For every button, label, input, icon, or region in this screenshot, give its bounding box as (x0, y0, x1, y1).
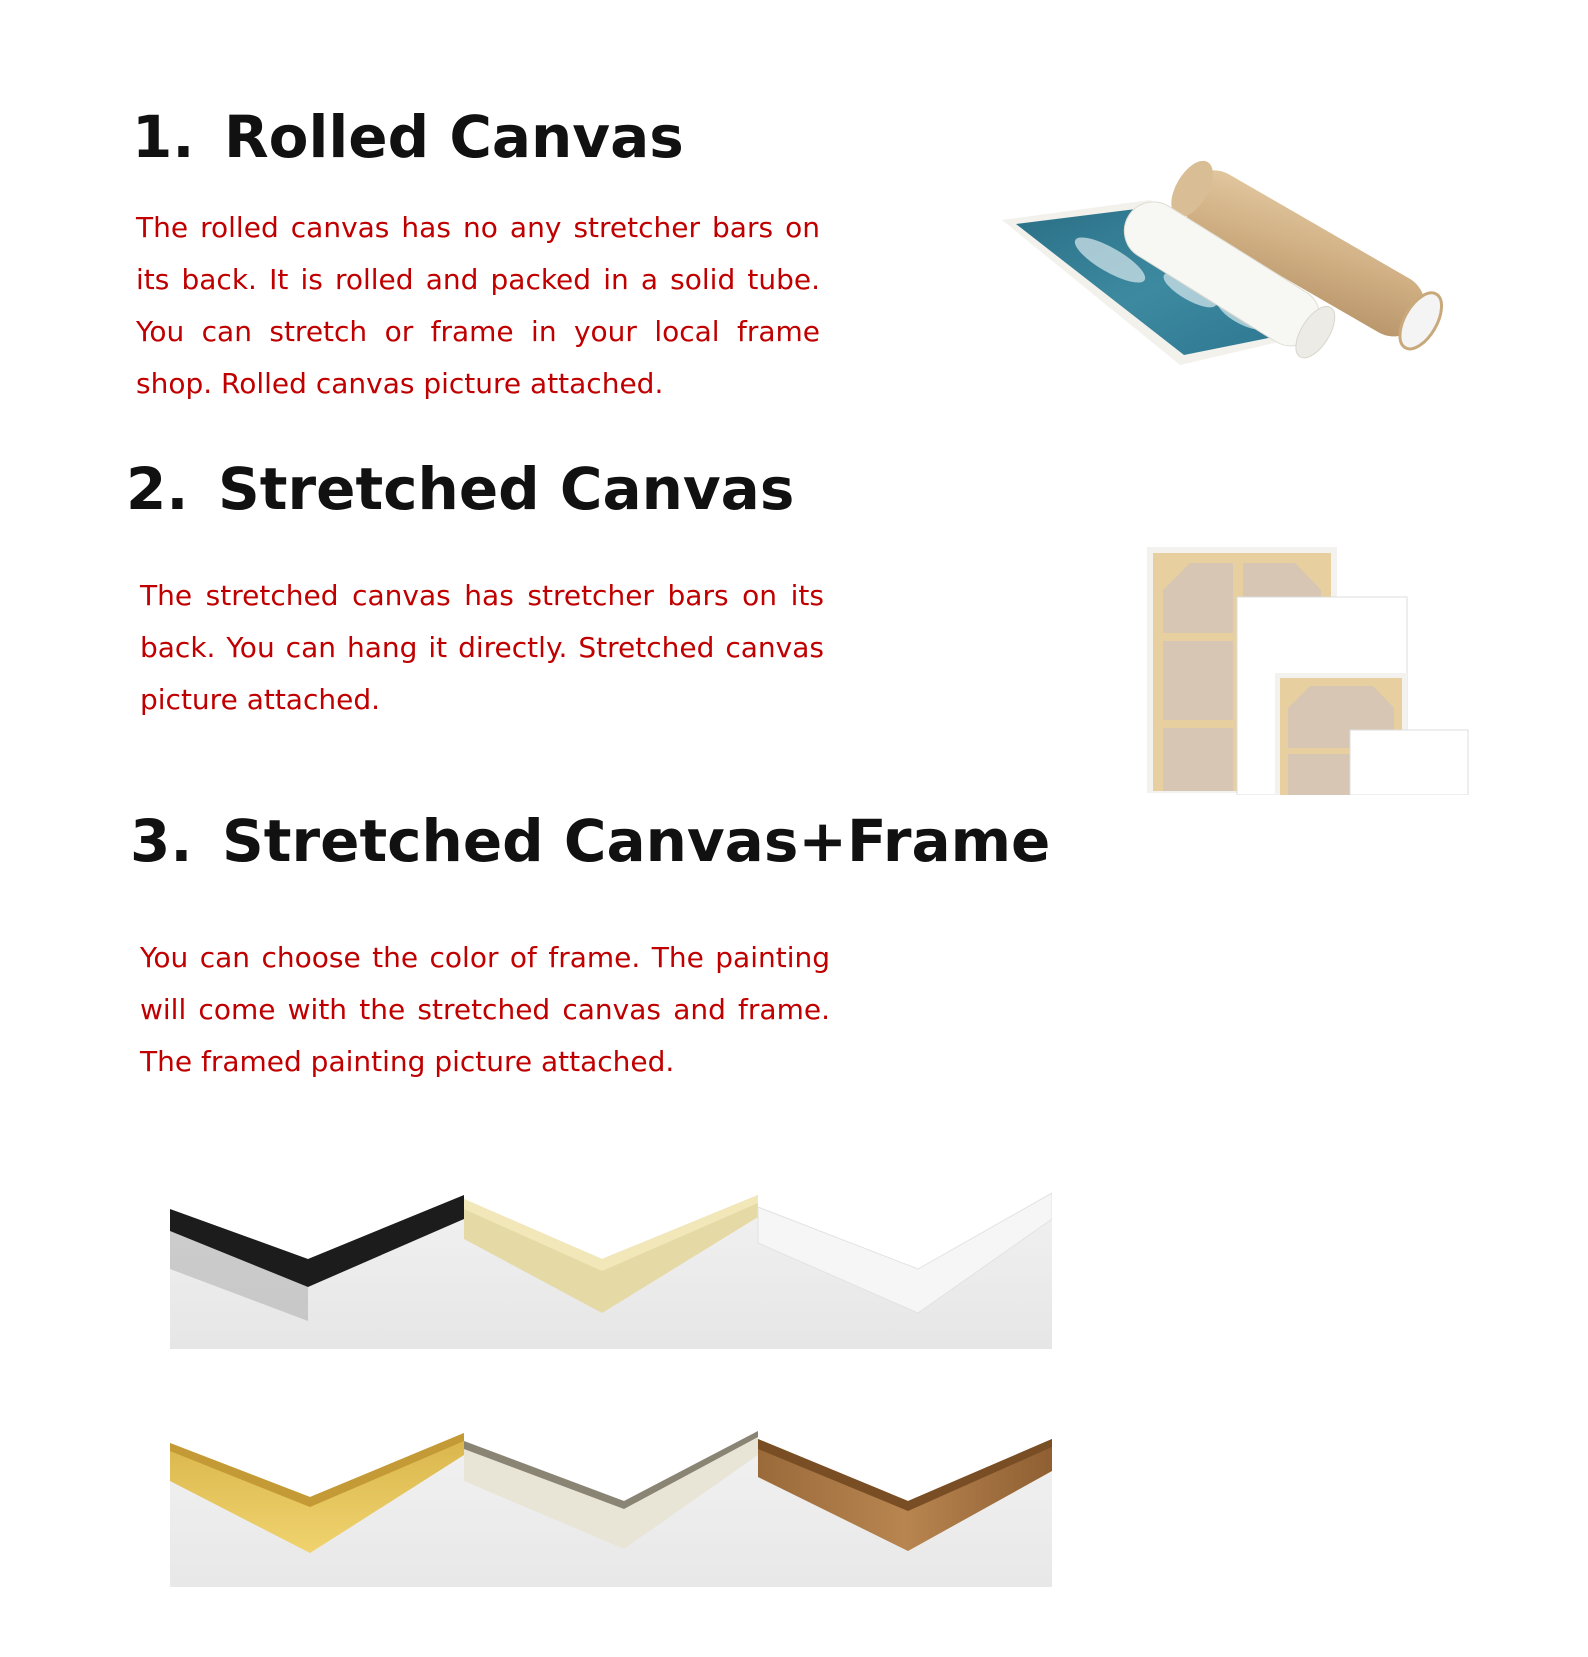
frame-samples-row-1 (170, 1183, 1052, 1349)
section-3-number: 3. (130, 807, 193, 875)
black-frame-sample (170, 1183, 464, 1349)
section-1-heading (132, 103, 684, 171)
section-3-description: You can choose the color of frame. The painting will come with the stretched canvas and frame. The framed painting picture attached. (140, 941, 830, 1078)
rolled-canvas-image (1000, 140, 1470, 400)
stretched-canvas-image (1145, 545, 1470, 795)
section-3-heading (130, 807, 1051, 875)
frame-samples-row-2 (170, 1421, 1052, 1587)
section-2-heading (126, 455, 795, 523)
section-2-number: 2. (126, 455, 189, 523)
section-2-title: Stretched Canvas (218, 455, 795, 523)
section-1-title: Rolled Canvas (224, 103, 684, 171)
section-1-number: 1. (132, 103, 195, 171)
section-1-description: The rolled canvas has no any stretcher bars on its back. It is rolled and packed in a solid tube. You can stretch or frame in your local frame shop. Rolled canvas picture attached. (136, 211, 820, 400)
section-2-description: The stretched canvas has stretcher bars on its back. You can hang it directly. Stretched canvas picture attached. (140, 579, 824, 716)
section-3-title: Stretched Canvas+Frame (222, 807, 1051, 875)
